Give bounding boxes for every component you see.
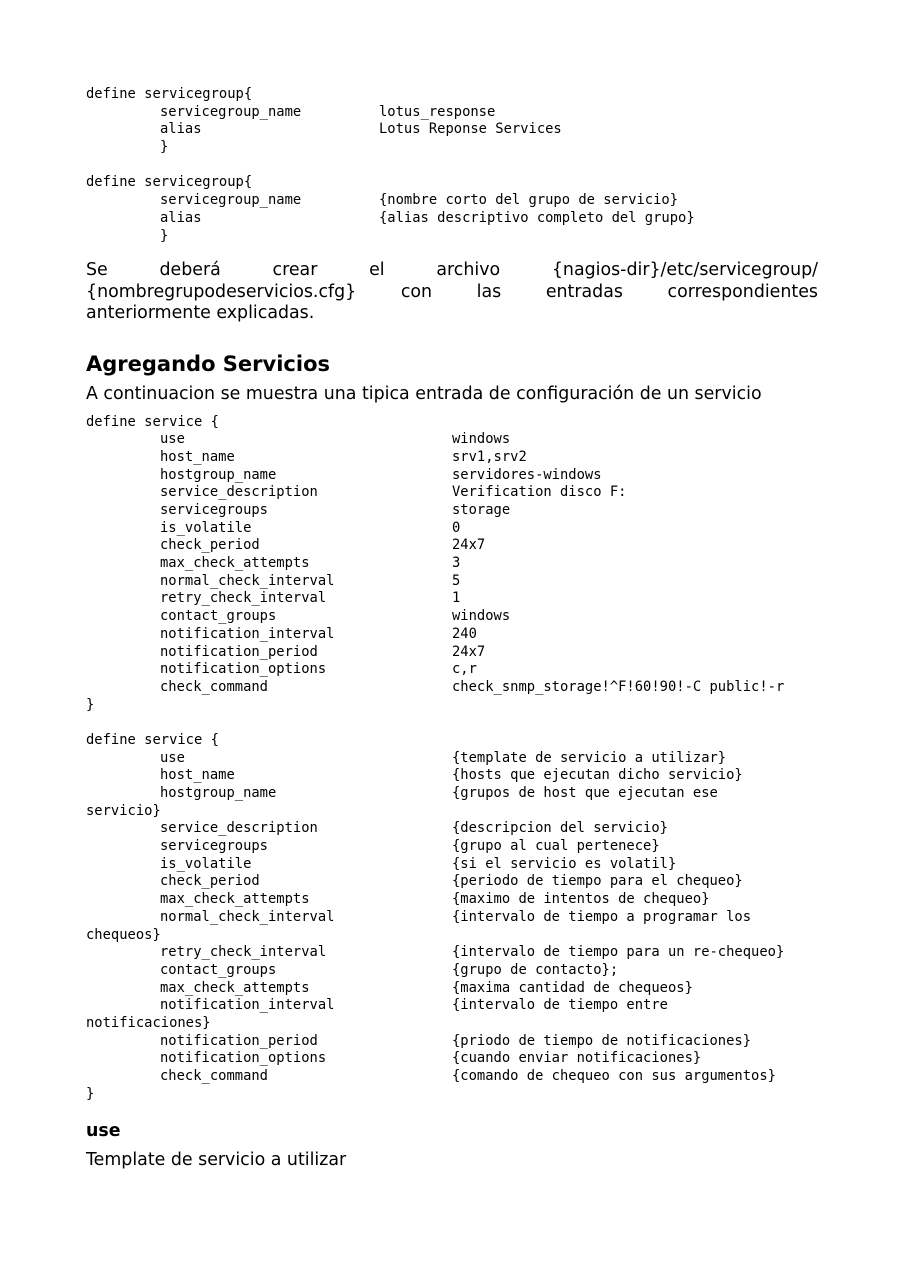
directive-value: {si el servicio es volatil} (452, 855, 677, 872)
closing-brace: } (86, 1085, 95, 1102)
service-template-block (86, 732, 818, 1103)
directive-value: {intervalo de tiempo entre (452, 997, 668, 1014)
directive-value: windows (452, 431, 511, 448)
intro-paragraph: A continuacion se muestra una tipica entrada de configuración de un servicio (86, 383, 762, 404)
directive-key: normal_check_interval (160, 572, 335, 589)
directive-key: servicegroup_name (160, 192, 302, 209)
code-line (86, 104, 818, 122)
directive-key: retry_check_interval (160, 944, 327, 961)
code-line (86, 502, 818, 520)
servicegroup-example-block (86, 86, 818, 157)
directive-value: {maxima cantidad de chequeos} (452, 979, 693, 996)
code-line: define servicegroup{ (86, 86, 253, 102)
directive-value: 24x7 (452, 643, 486, 660)
directive-value: 1 (452, 590, 461, 607)
directive-value: {intervalo de tiempo para un re-chequeo} (452, 944, 785, 961)
code-line (86, 944, 818, 962)
directive-value: srv1,srv2 (452, 448, 527, 465)
code-line (86, 626, 818, 644)
code-line (86, 873, 818, 891)
directive-value: servidores-windows (452, 466, 602, 483)
paragraph-line: {nombregrupodeservicios.cfg} con las entradas correspondientes (86, 281, 818, 302)
directive-key: use (160, 749, 185, 766)
code-line (86, 121, 818, 139)
directive-value: windows (452, 608, 511, 625)
code-line (86, 555, 818, 573)
use-description: Template de servicio a utilizar (86, 1150, 347, 1171)
code-line (86, 679, 818, 697)
directive-value: check_snmp_storage!^F!60!90!-C public!-r (452, 678, 785, 695)
code-line (86, 980, 818, 998)
code-line (86, 767, 818, 785)
directive-value: {nombre corto del grupo de servicio} (379, 192, 679, 209)
code-line (86, 856, 818, 874)
directive-key: notification_options (160, 1050, 327, 1067)
code-line-continuation: chequeos} (86, 926, 161, 943)
directive-key: host_name (160, 448, 235, 465)
code-line (86, 192, 818, 210)
directive-key: normal_check_interval (160, 908, 335, 925)
directive-value: lotus_response (379, 103, 496, 120)
code-line (86, 520, 818, 538)
directive-key: max_check_attempts (160, 891, 310, 908)
code-line: define service { (86, 413, 219, 430)
code-line (86, 467, 818, 485)
directive-value: 0 (452, 519, 461, 536)
directive-key: retry_check_interval (160, 590, 327, 607)
document-page (86, 86, 818, 1172)
directive-value: Lotus Reponse Services (379, 121, 562, 138)
section-title: Agregando Servicios (86, 351, 330, 376)
code-line (86, 838, 818, 856)
directive-key: hostgroup_name (160, 785, 277, 801)
directive-key: alias (160, 121, 202, 138)
code-line (86, 785, 818, 803)
closing-brace: } (160, 227, 169, 244)
code-line (86, 1050, 818, 1068)
paragraph-line: anteriormente explicadas. (86, 303, 315, 324)
directive-value: {hosts que ejecutan dicho servicio} (452, 767, 743, 784)
directive-key: contact_groups (160, 608, 277, 625)
directive-value: storage (452, 502, 511, 518)
directive-key: is_volatile (160, 519, 252, 536)
code-line (86, 484, 818, 502)
directive-value: {grupo de contacto}; (452, 961, 619, 978)
code-line (86, 997, 818, 1015)
directive-value: 3 (452, 555, 461, 572)
code-line-continuation: servicio} (86, 802, 161, 819)
directive-key: notification_interval (160, 997, 335, 1014)
directive-value: 24x7 (452, 537, 486, 554)
code-line (86, 909, 818, 927)
code-line (86, 431, 818, 449)
code-line (86, 139, 818, 157)
directive-key: is_volatile (160, 855, 252, 872)
code-line (86, 608, 818, 626)
directive-value: {descripcion del servicio} (452, 820, 668, 837)
code-line (86, 750, 818, 768)
directive-value: {intervalo de tiempo a programar los (452, 908, 752, 925)
directive-key: check_period (160, 873, 260, 890)
directive-key: check_command (160, 1068, 268, 1084)
directive-key: host_name (160, 767, 235, 784)
servicegroup-file-paragraph (86, 260, 818, 325)
directive-value: {comando de chequeo con sus argumentos} (452, 1068, 776, 1084)
directive-key: check_period (160, 537, 260, 554)
code-line (86, 644, 818, 662)
closing-brace: } (86, 696, 95, 713)
directive-key: check_command (160, 678, 268, 695)
directive-key: notification_options (160, 661, 327, 678)
directive-value: c,r (452, 661, 477, 678)
code-line (86, 1068, 818, 1086)
directive-value: {cuando enviar notificaciones} (452, 1050, 702, 1067)
servicegroup-template-block (86, 174, 818, 245)
directive-key: notification_period (160, 1032, 318, 1049)
use-heading: use (86, 1121, 121, 1142)
code-line: define servicegroup{ (86, 174, 253, 191)
directive-key: use (160, 431, 185, 448)
code-line (86, 661, 818, 679)
paragraph-line: Se deberá crear el archivo {nagios-dir}/etc/servicegroup/ (86, 260, 818, 281)
directive-value: 240 (452, 625, 477, 642)
code-line: define service { (86, 731, 219, 748)
code-line (86, 891, 818, 909)
code-line-continuation: notificaciones} (86, 1014, 211, 1031)
directive-value: {template de servicio a utilizar} (452, 749, 727, 766)
closing-brace: } (160, 139, 169, 156)
code-line (86, 590, 818, 608)
directive-key: hostgroup_name (160, 466, 277, 483)
code-line (86, 228, 818, 246)
code-line (86, 962, 818, 980)
directive-key: notification_interval (160, 625, 335, 642)
directive-value: {maximo de intentos de chequeo} (452, 891, 710, 908)
directive-key: alias (160, 209, 202, 226)
directive-value: {grupo al cual pertenece} (452, 838, 660, 855)
code-line (86, 449, 818, 467)
directive-value: {grupos de host que ejecutan ese (452, 785, 718, 801)
code-line (86, 820, 818, 838)
code-line (86, 573, 818, 591)
directive-key: notification_period (160, 643, 318, 660)
directive-key: servicegroup_name (160, 103, 302, 120)
code-line (86, 537, 818, 555)
code-line (86, 1033, 818, 1051)
directive-value: {priodo de tiempo de notificaciones} (452, 1032, 752, 1049)
directive-key: service_description (160, 484, 318, 501)
directive-key: contact_groups (160, 961, 277, 978)
code-line (86, 210, 818, 228)
directive-key: service_description (160, 820, 318, 837)
service-example-block (86, 414, 818, 715)
directive-key: max_check_attempts (160, 979, 310, 996)
directive-key: servicegroups (160, 502, 268, 518)
directive-value: {periodo de tiempo para el chequeo} (452, 873, 743, 890)
directive-key: max_check_attempts (160, 555, 310, 572)
directive-value: 5 (452, 572, 461, 589)
directive-value: Verification disco F: (452, 484, 627, 501)
directive-key: servicegroups (160, 838, 268, 855)
directive-value: {alias descriptivo completo del grupo} (379, 209, 695, 226)
